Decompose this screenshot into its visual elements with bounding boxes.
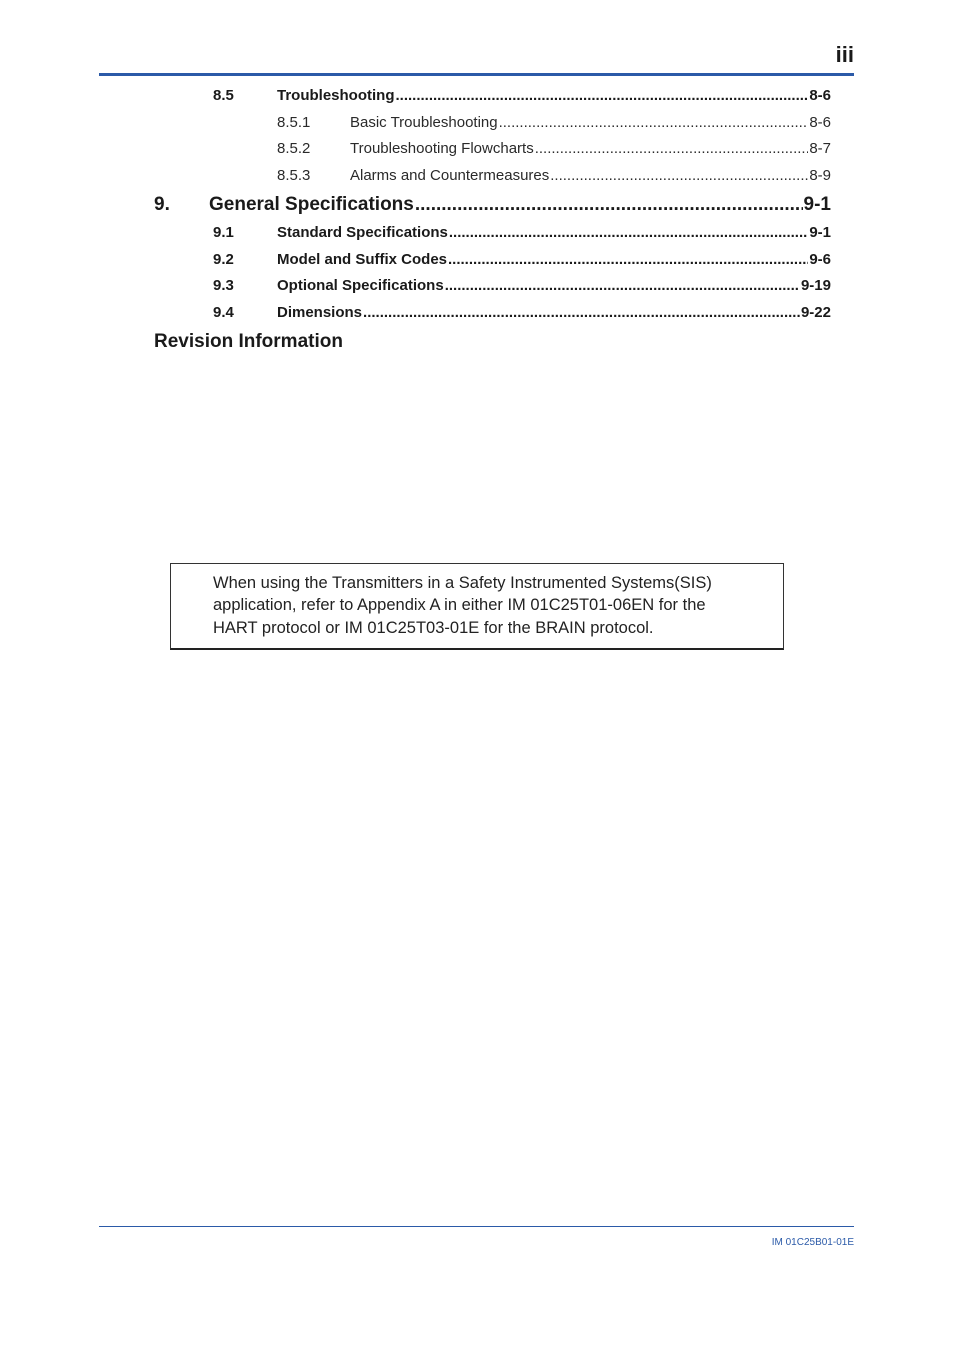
toc-entry-number: 9.1: [213, 224, 234, 241]
dot-leader: [396, 87, 809, 104]
toc-entry-number: 9.2: [213, 251, 234, 268]
toc-entry-page: 8-7: [809, 140, 831, 157]
toc-entry-title: Alarms and Countermeasures: [350, 167, 550, 184]
toc-entry-9[interactable]: [0, 194, 954, 218]
document-id: IM 01C25B01-01E: [771, 1237, 854, 1248]
toc-entry-8-5[interactable]: [0, 87, 954, 111]
toc-entry-title: General Specifications: [209, 194, 414, 215]
toc-entry-9-3[interactable]: [0, 277, 954, 301]
toc-entry-8-5-2[interactable]: [0, 140, 954, 164]
dot-leader: [445, 277, 800, 294]
toc-entry-page: 8-6: [809, 114, 831, 131]
toc-entry-title: Basic Troubleshooting: [350, 114, 498, 131]
toc-entry-page: 9-1: [803, 194, 831, 215]
toc-entry-page: 9-6: [809, 251, 831, 268]
toc-entry-number: 9.3: [213, 277, 234, 294]
toc-entry-page: 8-9: [809, 167, 831, 184]
toc-entry-9-1[interactable]: [0, 224, 954, 248]
toc-entry-number: 9.: [154, 194, 170, 215]
dot-leader: [535, 140, 809, 157]
note-line: HART protocol or IM 01C25T03-01E for the BRAIN protocol.: [213, 619, 654, 637]
header-rule: [99, 73, 854, 76]
footer-rule: [99, 1226, 854, 1227]
dot-leader: [415, 194, 803, 216]
toc-entry-number: 8.5: [213, 87, 234, 104]
toc-entry-page: 9-1: [809, 224, 831, 241]
page-number: iii: [835, 42, 854, 67]
note-box: [170, 563, 784, 650]
toc-entry-title: Troubleshooting Flowcharts: [350, 140, 534, 157]
toc-entry-title: Model and Suffix Codes: [277, 251, 448, 268]
dot-leader: [449, 224, 808, 241]
dot-leader: [550, 167, 808, 184]
dot-leader: [363, 304, 800, 321]
dot-leader: [499, 114, 809, 131]
toc-entry-title: Troubleshooting: [277, 87, 395, 104]
note-line: When using the Transmitters in a Safety Instrumented Systems(SIS): [213, 574, 712, 592]
toc-entry-number: 8.5.2: [277, 140, 311, 157]
toc-entry-number: 9.4: [213, 304, 234, 321]
toc-entry-page: 8-6: [809, 87, 831, 104]
dot-leader: [448, 251, 808, 268]
toc-entry-9-4[interactable]: [0, 304, 954, 328]
toc-entry-page: 9-22: [800, 304, 831, 321]
toc-entry-8-5-3[interactable]: [0, 167, 954, 191]
toc-entry-number: 8.5.1: [277, 114, 311, 131]
toc-entry-title: Optional Specifications: [277, 277, 444, 294]
toc-entry-page: 9-19: [800, 277, 831, 294]
toc-entry-title: Dimensions: [277, 304, 363, 321]
toc-entry-9-2[interactable]: [0, 251, 954, 275]
toc-entry-8-5-1[interactable]: [0, 114, 954, 138]
toc-entry-number: 8.5.3: [277, 167, 311, 184]
note-line: application, refer to Appendix A in either IM 01C25T01-06EN for the: [213, 596, 706, 614]
revision-information-heading[interactable]: Revision Information: [154, 331, 343, 352]
toc-entry-title: Standard Specifications: [277, 224, 448, 241]
